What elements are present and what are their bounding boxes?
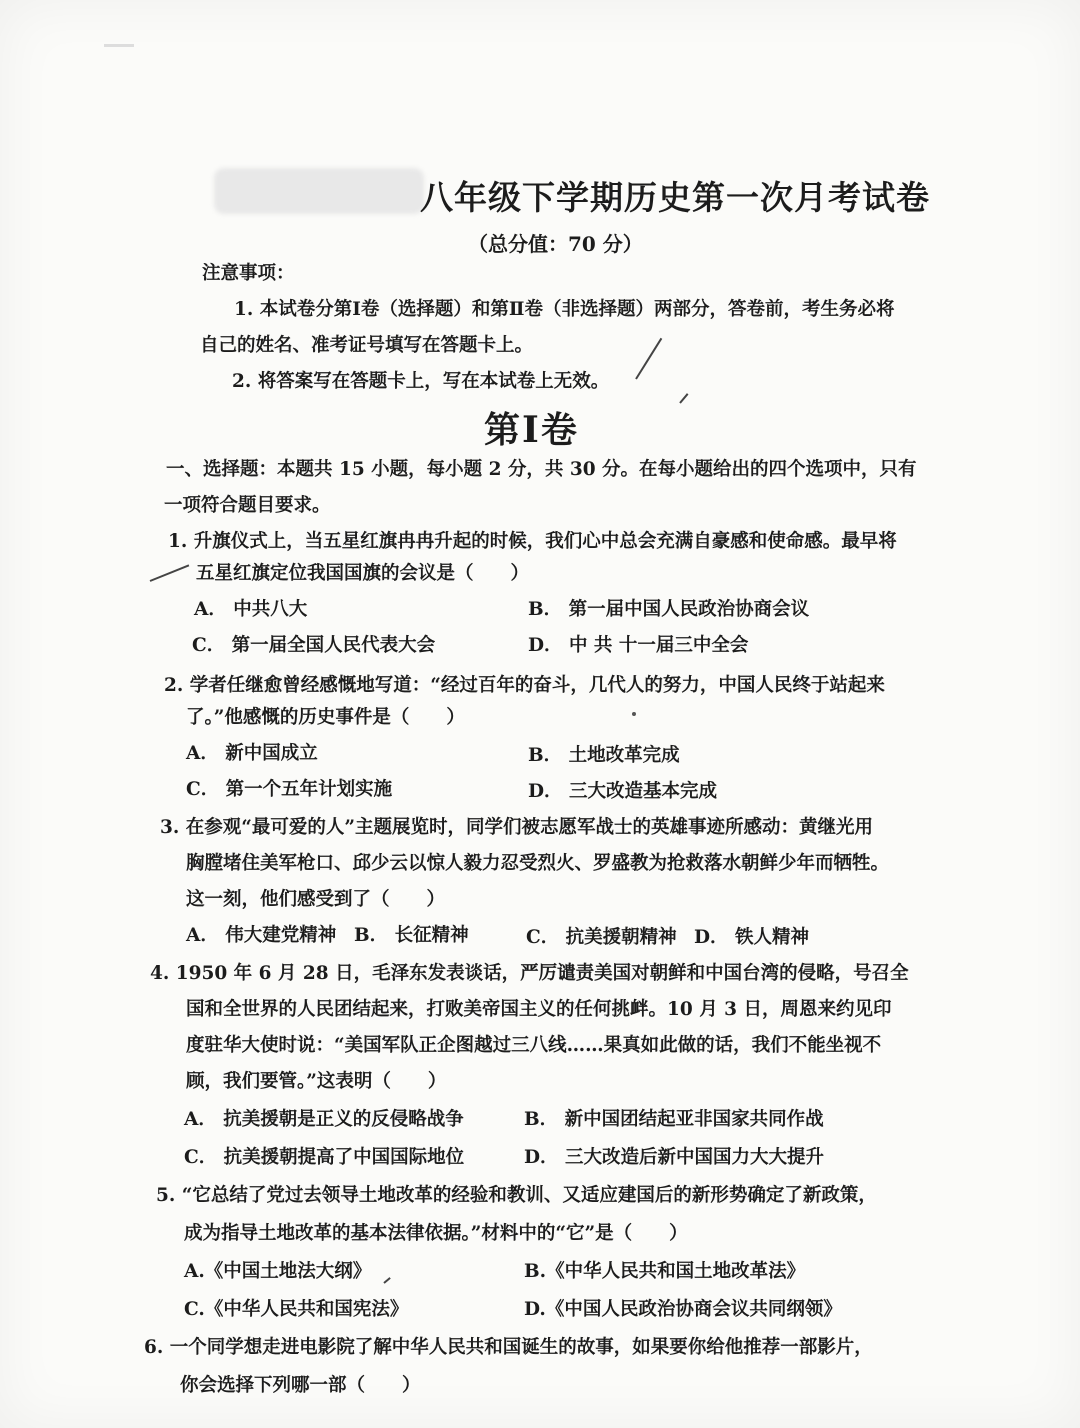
question-1-option-b: B． 第一届中国人民政治协商会议 <box>528 599 810 620</box>
question-1-stem-line-2: 五星红旗定位我国国旗的会议是（ ） <box>196 563 530 584</box>
redacted-school-name <box>214 168 424 214</box>
question-4-stem-line-2: 国和全世界的人民团结起来，打败美帝国主义的任何挑衅。10 月 3 日，周恩来约见印 <box>186 999 892 1020</box>
paper-smudge <box>104 44 134 47</box>
question-1-stem-line-1: 1. 升旗仪式上，当五星红旗冉冉升起的时候，我们心中总会充满自豪感和使命感。最早将 <box>168 531 897 552</box>
question-4-option-c: C． 抗美援朝提高了中国国际地位 <box>184 1147 465 1168</box>
question-5-option-d: D.《中国人民政治协商会议共同纲领》 <box>524 1299 842 1320</box>
question-5-option-b: B.《中华人民共和国土地改革法》 <box>524 1261 806 1282</box>
pen-mark <box>383 1277 390 1284</box>
notice-heading: 注意事项： <box>202 263 295 284</box>
notice-item-2: 2. 将答案写在答题卡上，写在本试卷上无效。 <box>232 371 610 392</box>
question-4-stem-line-3: 度驻华大使时说：“美国军队正企图越过三八线……果真如此做的话，我们不能坐视不 <box>186 1035 882 1056</box>
question-3-option-a: A． 伟大建党精神 <box>186 925 337 946</box>
exam-title: 八年级下学期历史第一次月考试卷 <box>420 178 930 217</box>
question-5-stem-line-1: 5. “它总结了党过去领导土地改革的经验和教训、又适应建国后的新形势确定了新政策， <box>156 1185 877 1206</box>
notice-item-1-line-2: 自己的姓名、准考证号填写在答题卡上。 <box>200 335 534 356</box>
ink-dot <box>632 712 636 716</box>
question-2-option-c: C． 第一个五年计划实施 <box>186 779 393 800</box>
question-4-stem-line-1: 4. 1950 年 6 月 28 日，毛泽东发表谈话，严厉谴责美国对朝鲜和中国台湾的侵略，号召全 <box>150 963 909 984</box>
question-2-stem-line-2: 了。”他感慨的历史事件是（ ） <box>186 707 465 728</box>
question-1-option-c: C． 第一届全国人民代表大会 <box>192 635 436 656</box>
question-5-option-a: A.《中国土地法大纲》 <box>184 1261 372 1282</box>
question-2-option-a: A． 新中国成立 <box>186 743 318 764</box>
question-6-stem-line-2: 你会选择下列哪一部（ ） <box>180 1375 421 1396</box>
question-4-option-b: B． 新中国团结起亚非国家共同作战 <box>524 1109 824 1130</box>
section-title: 第Ⅰ卷 <box>484 409 579 451</box>
notice-item-1-line-1: 1. 本试卷分第Ⅰ卷（选择题）和第Ⅱ卷（非选择题）两部分，答卷前，考生务必将 <box>234 299 895 320</box>
question-4-option-d: D． 三大改造后新中国国力大大提升 <box>524 1147 824 1168</box>
question-3-stem-line-1: 3. 在参观“最可爱的人”主题展览时，同学们被志愿军战士的英雄事迹所感动：黄继光用 <box>160 817 874 838</box>
total-score: （总分值：70 分） <box>468 232 643 256</box>
pen-mark <box>635 338 662 380</box>
question-4-option-a: A． 抗美援朝是正义的反侵略战争 <box>184 1109 464 1130</box>
question-3-option-d: D． 铁人精神 <box>694 927 809 948</box>
question-3-stem-line-2: 胸膛堵住美军枪口、邱少云以惊人毅力忍受烈火、罗盛教为抢救落水朝鲜少年而牺牲。 <box>186 853 890 874</box>
question-5-stem-line-2: 成为指导土地改革的基本法律依据。”材料中的“它”是（ ） <box>184 1223 688 1244</box>
section-instruction-line-2: 一项符合题目要求。 <box>164 495 331 516</box>
question-1-option-d: D． 中 共 十一届三中全会 <box>528 635 749 656</box>
question-3-option-c: C． 抗美援朝精神 <box>526 927 677 948</box>
question-6-stem-line-1: 6. 一个同学想走进电影院了解中华人民共和国诞生的故事，如果要你给他推荐一部影片， <box>144 1337 873 1358</box>
pen-mark <box>150 564 190 582</box>
question-2-option-d: D． 三大改造基本完成 <box>528 781 717 802</box>
question-1-option-a: A． 中共八大 <box>194 599 308 620</box>
question-2-option-b: B． 土地改革完成 <box>528 745 680 766</box>
question-2-stem-line-1: 2. 学者任继愈曾经感慨地写道：“经过百年的奋斗，几代人的努力，中国人民终于站起来 <box>164 675 885 696</box>
question-3-option-b: B． 长征精神 <box>354 925 469 946</box>
section-instruction-line-1: 一、选择题：本题共 15 小题，每小题 2 分，共 30 分。在每小题给出的四个选项中，只有 <box>166 459 917 480</box>
question-3-stem-line-3: 这一刻，他们感受到了（ ） <box>186 889 446 910</box>
pen-mark <box>679 393 688 403</box>
question-5-option-c: C.《中华人民共和国宪法》 <box>184 1299 409 1320</box>
question-4-stem-line-4: 顾，我们要管。”这表明（ ） <box>186 1071 447 1092</box>
